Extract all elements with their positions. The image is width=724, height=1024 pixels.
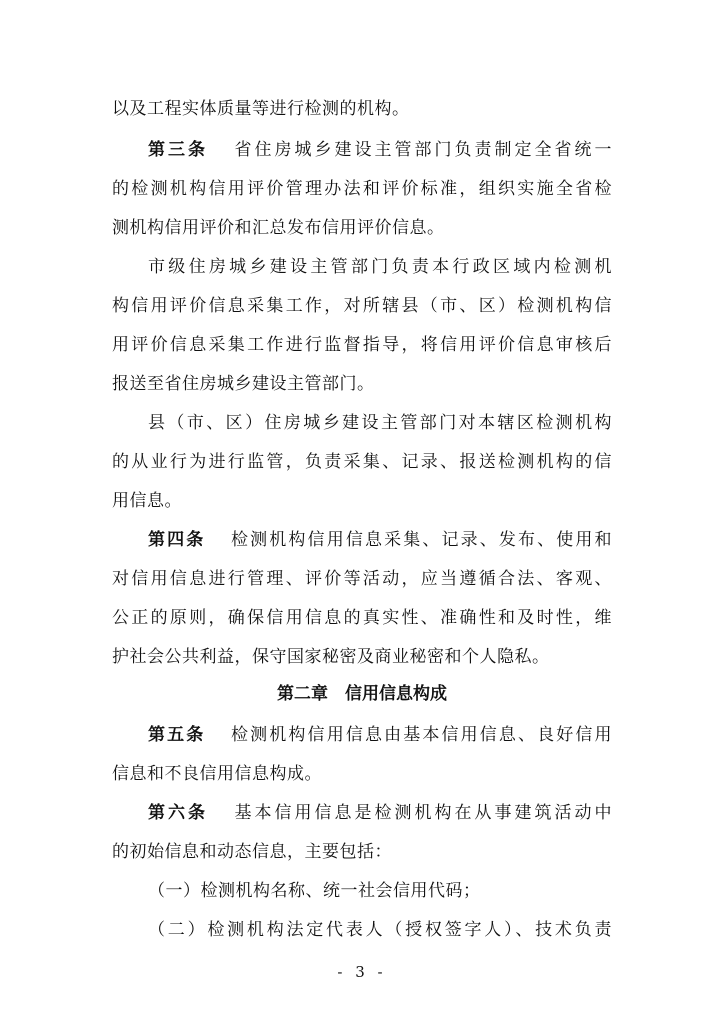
list-item: （一）检测机构名称、统一社会信用代码； (148, 881, 481, 901)
paragraph-line: 以及工程实体质量等进行检测的机构。 (112, 99, 410, 119)
article-5-line: 第五条 检测机构信用信息由基本信用信息、良好信用 (148, 725, 613, 745)
paragraph-line: 公正的原则，确保信用信息的真实性、准确性和及时性，维 (112, 608, 612, 628)
article-6-heading: 第六条 (148, 803, 208, 823)
paragraph-line: 护社会公共利益，保守国家秘密及商业秘密和个人隐私。 (112, 647, 550, 667)
article-6-line: 第六条 基本信用信息是检测机构在从事建筑活动中 (148, 803, 612, 823)
paragraph-line: 报送至省住房城乡建设主管部门。 (112, 374, 375, 394)
article-4-heading: 第四条 (148, 530, 206, 550)
paragraph-line: 的初始信息和动态信息，主要包括： (112, 842, 392, 862)
paragraph-line: 的检测机构信用评价管理办法和评价标准，组织实施全省检 (112, 179, 612, 199)
paragraph-line: 市级住房城乡建设主管部门负责本行政区域内检测机 (148, 257, 612, 277)
paragraph-line: 用评价信息采集工作进行监督指导，将信用评价信息审核后 (112, 335, 612, 355)
article-5-heading: 第五条 (148, 725, 206, 745)
paragraph-line: 测机构信用评价和汇总发布信用评价信息。 (112, 218, 445, 238)
chapter-title: 第二章 信用信息构成 (277, 684, 447, 704)
paragraph-line: 的从业行为进行监管，负责采集、记录、报送检测机构的信 (112, 452, 612, 472)
paragraph-line: 对信用信息进行管理、评价等活动，应当遵循合法、客观、 (112, 569, 612, 589)
list-item: （二）检测机构法定代表人（授权签字人）、技术负责 (148, 920, 612, 940)
paragraph-line: 信息和不良信用信息构成。 (112, 764, 322, 784)
article-4-line: 第四条 检测机构信用信息采集、记录、发布、使用和 (148, 530, 613, 550)
paragraph-line: 构信用评价信息采集工作，对所辖县（市、区）检测机构信 (112, 296, 612, 316)
article-3-line: 第三条 省住房城乡建设主管部门负责制定全省统一 (148, 140, 612, 160)
paragraph-line: 用信息。 (112, 491, 182, 511)
article-3-heading: 第三条 (148, 140, 208, 160)
paragraph-line: 县（市、区）住房城乡建设主管部门对本辖区检测机构 (148, 413, 612, 433)
page-number: - 3 - (337, 963, 387, 981)
